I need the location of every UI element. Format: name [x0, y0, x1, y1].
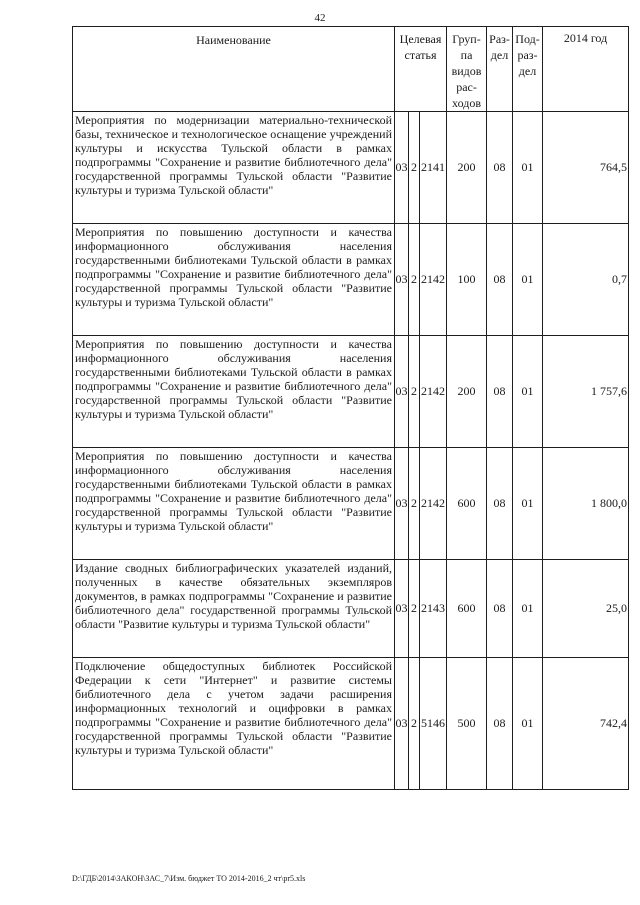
- row-article-program: 03: [395, 224, 409, 336]
- page-number: 42: [314, 12, 326, 24]
- budget-table: [72, 26, 629, 790]
- row-section: 08: [487, 336, 513, 448]
- row-amount: 1 757,6: [543, 336, 629, 448]
- row-article-subprogram: 2: [409, 336, 420, 448]
- row-expense-group: 200: [447, 112, 487, 224]
- table-row: [73, 112, 629, 224]
- row-article-subprogram: 2: [409, 560, 420, 658]
- row-section: 08: [487, 224, 513, 336]
- row-section: 08: [487, 560, 513, 658]
- row-article-program: 03: [395, 448, 409, 560]
- row-article-program: 03: [395, 560, 409, 658]
- row-expense-group: 600: [447, 560, 487, 658]
- row-amount: 25,0: [543, 560, 629, 658]
- row-article-code: 5146: [420, 658, 447, 790]
- row-article-code: 2143: [420, 560, 447, 658]
- table-row: [73, 336, 629, 448]
- row-subsection: 01: [513, 112, 543, 224]
- row-article-code: 2142: [420, 336, 447, 448]
- row-name: Мероприятия по повышению доступности и качества информационного обслуживания населения государственными библиотеками Тульской области в рамках подпрограммы "Сохранение и развитие библиотечного дела" государственной программы Тульской области "Развитие культуры и туризма Тульской области": [73, 448, 395, 560]
- table-row: [73, 224, 629, 336]
- header-expense-group: Груп-па видов рас-ходов: [447, 27, 487, 112]
- header-target-article: Целевая статья: [395, 27, 447, 112]
- row-article-subprogram: 2: [409, 448, 420, 560]
- table-row: [73, 658, 629, 790]
- row-article-program: 03: [395, 658, 409, 790]
- header-section: Раз-дел: [487, 27, 513, 112]
- header-year: 2014 год: [543, 27, 629, 112]
- table-row: [73, 560, 629, 658]
- row-name: Мероприятия по повышению доступности и качества информационного обслуживания населения государственными библиотеками Тульской области в рамках подпрограммы "Сохранение и развитие библиотечного дела" государственной программы Тульской области "Развитие культуры и туризма Тульской области": [73, 224, 395, 336]
- row-subsection: 01: [513, 336, 543, 448]
- row-section: 08: [487, 448, 513, 560]
- row-article-subprogram: 2: [409, 112, 420, 224]
- row-amount: 742,4: [543, 658, 629, 790]
- row-section: 08: [487, 112, 513, 224]
- row-amount: 0,7: [543, 224, 629, 336]
- row-subsection: 01: [513, 448, 543, 560]
- row-name: Мероприятия по модернизации материально-технической базы, техническое и технологическое оснащение учреждений культуры и искусства Тульской области в рамках подпрограммы "Сохранение и развитие библиотечного дела" государственной программы Тульской области "Развитие культуры и туризма Тульской области": [73, 112, 395, 224]
- row-subsection: 01: [513, 658, 543, 790]
- header-name: Наименование: [73, 27, 395, 112]
- row-article-subprogram: 2: [409, 658, 420, 790]
- row-subsection: 01: [513, 224, 543, 336]
- row-section: 08: [487, 658, 513, 790]
- row-article-code: 2142: [420, 448, 447, 560]
- row-article-code: 2141: [420, 112, 447, 224]
- row-name: Подключение общедоступных библиотек Российской Федерации к сети "Интернет" и развитие системы библиотечного дела с учетом задачи расширения информационных технологий и оцифровки в рамках подпрограммы "Сохранение и развитие библиотечного дела" государственной программы Тульской области "Развитие культуры и туризма Тульской области": [73, 658, 395, 790]
- row-article-code: 2142: [420, 224, 447, 336]
- row-expense-group: 200: [447, 336, 487, 448]
- row-amount: 764,5: [543, 112, 629, 224]
- row-subsection: 01: [513, 560, 543, 658]
- table-header-row: [73, 27, 629, 112]
- row-article-program: 03: [395, 336, 409, 448]
- row-name: Мероприятия по повышению доступности и качества информационного обслуживания населения государственными библиотеками Тульской области в рамках подпрограммы "Сохранение и развитие библиотечного дела" государственной программы Тульской области "Развитие культуры и туризма Тульской области": [73, 336, 395, 448]
- row-article-subprogram: 2: [409, 224, 420, 336]
- row-expense-group: 500: [447, 658, 487, 790]
- row-article-program: 03: [395, 112, 409, 224]
- row-name: Издание сводных библиографических указателей изданий, полученных в качестве обязательных экземпляров документов, в рамках подпрограммы "Сохранение и развитие библиотечного дела" государственной программы Тульской области "Развитие культуры и туризма Тульской области": [73, 560, 395, 658]
- header-subsection: Под-раз-дел: [513, 27, 543, 112]
- table-row: [73, 448, 629, 560]
- footer-file-path: D:\ГДБ\2014\ЗАКОН\ЗАС_7\Изм. бюджет ТО 2014-2016_2 чт\pr5.xls: [72, 874, 306, 883]
- row-amount: 1 800,0: [543, 448, 629, 560]
- row-expense-group: 600: [447, 448, 487, 560]
- row-expense-group: 100: [447, 224, 487, 336]
